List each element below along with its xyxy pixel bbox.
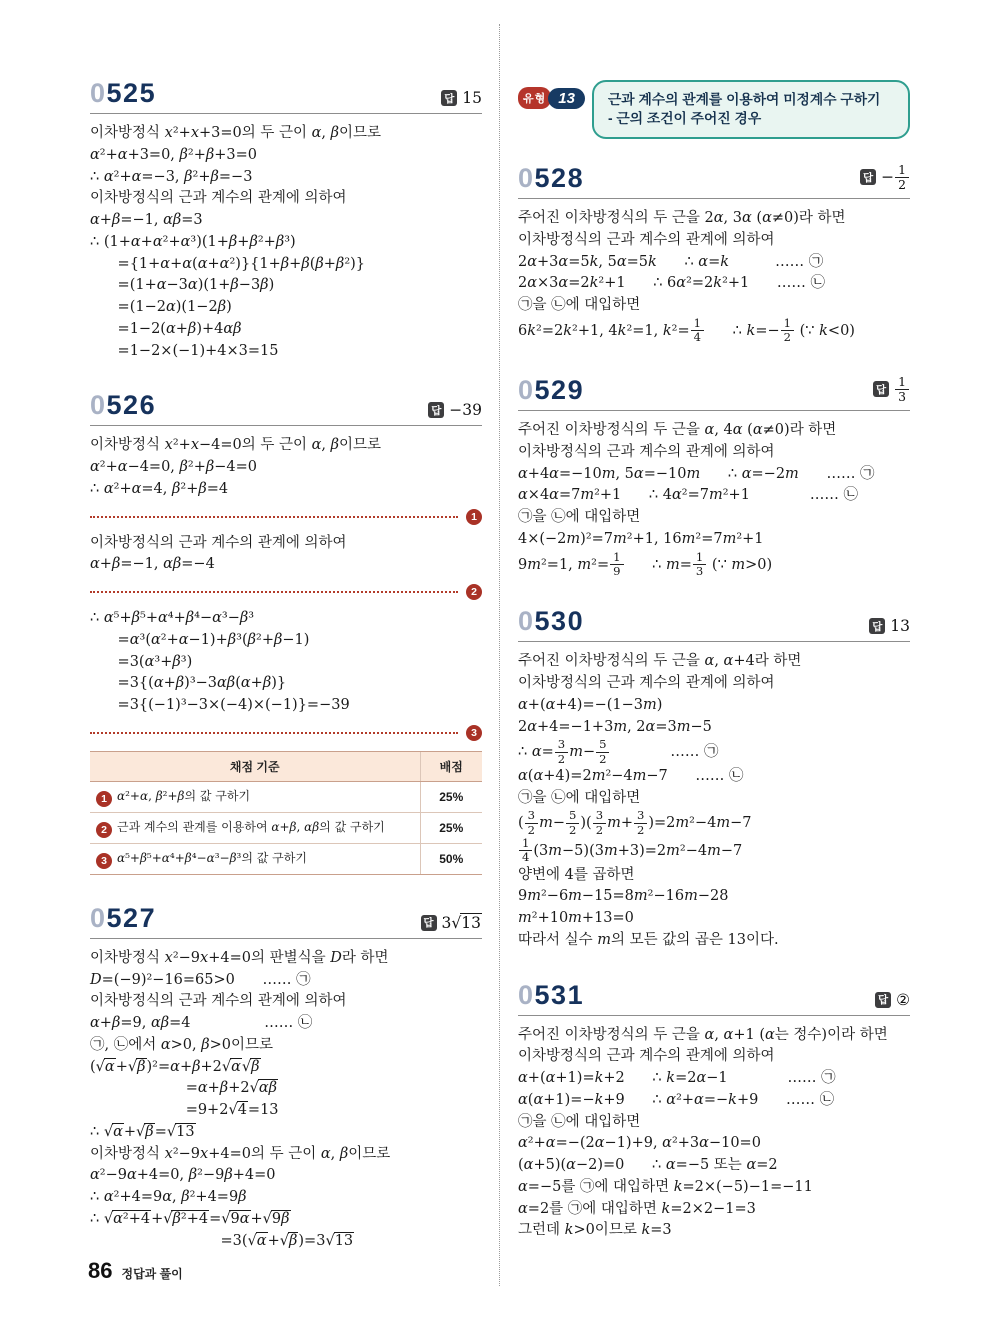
solution-line: 이차방정식 x²+x−4=0의 두 근이 α, β이므로 bbox=[90, 437, 382, 454]
solution-line: 이차방정식 x²−9x+4=0의 두 근이 α, β이므로 bbox=[90, 1145, 391, 1162]
step-number-badge: 1 bbox=[466, 509, 482, 525]
problem-header bbox=[90, 392, 482, 419]
solution-line: 2α+3α=5k, 5α=5k ∴ α=k …… ㉠ bbox=[518, 253, 824, 270]
grading-table-header-row bbox=[90, 751, 482, 781]
problem-number: 0531 bbox=[518, 979, 585, 1010]
solution-line: =3{(−1)³−3×(−4)×(−1)}=−39 bbox=[117, 697, 350, 713]
criteria-number-badge: 3 bbox=[96, 853, 112, 869]
solution-line: α²+α−4=0, β²+β−4=0 bbox=[90, 459, 258, 475]
solution-line: α=−5를 ㉠에 대입하면 k=2×(−5)−1=−11 bbox=[518, 1178, 813, 1195]
solution-line: =(1−2α)(1−2β) bbox=[117, 299, 232, 315]
header-rule bbox=[90, 113, 482, 114]
problem-header bbox=[518, 979, 910, 1010]
solution-line: ={1+α+α(α+α²)}{1+β+β(β+β²)} bbox=[117, 255, 366, 272]
solution-line: 이차방정식의 근과 계수의 관계에 의하여 bbox=[518, 231, 775, 248]
solution-line: α(α+1)=−k+9 ∴ α²+α=−k+9 …… ㉡ bbox=[518, 1091, 835, 1108]
solution-line: =9+2√4=13 bbox=[185, 1102, 279, 1118]
solution-line: α²+α+3=0, β²+β+3=0 bbox=[90, 146, 258, 163]
solution-line: 2α+4=−1+3m, 2α=3m−5 bbox=[518, 718, 712, 735]
solution-line: α+(α+4)=−(1−3m) bbox=[518, 696, 663, 713]
answer-value: 15 bbox=[462, 89, 482, 107]
grading-score-cell: 25% bbox=[420, 812, 482, 843]
problem-0527 bbox=[90, 902, 482, 1253]
answer-value: 3√13 bbox=[441, 913, 481, 932]
grading-table-row bbox=[90, 843, 482, 874]
step-separator bbox=[90, 509, 482, 525]
solution-line: ∴ α²+α=−3, β²+β=−3 bbox=[90, 168, 253, 185]
grading-criteria-cell: 2 근과 계수의 관계를 이용하여 α+β, αβ의 값 구하기 bbox=[90, 812, 420, 843]
grading-table-row bbox=[90, 812, 482, 843]
solution-line: ∴ √α²+4+√β²+4=√9α+√9β bbox=[90, 1210, 290, 1227]
type-label-badge: 유형 bbox=[518, 87, 551, 109]
problem-number: 0528 bbox=[518, 163, 585, 194]
solution-line: α²+α=−(2α−1)+9, α²+3α−10=0 bbox=[518, 1135, 761, 1152]
solution-line: (α+5)(α−2)=0 ∴ α=−5 또는 α=2 bbox=[518, 1157, 778, 1174]
solution-line: α=2를 ㉠에 대입하면 k=2×2−1=3 bbox=[518, 1200, 756, 1217]
solution-line: 이차방정식 x²+x+3=0의 두 근이 α, β이므로 bbox=[90, 125, 382, 141]
page-footer bbox=[88, 1258, 183, 1284]
header-rule bbox=[518, 410, 910, 411]
answer-badge: 답 bbox=[421, 915, 437, 931]
solution-line: =1−2(α+β)+4αβ bbox=[117, 320, 242, 337]
grading-score-header: 배점 bbox=[420, 751, 482, 781]
step-separator bbox=[90, 725, 482, 741]
grading-table bbox=[90, 751, 482, 875]
problem-header bbox=[518, 608, 910, 635]
solution-line: 이차방정식의 근과 계수의 관계에 의하여 bbox=[518, 675, 775, 691]
problem-answer bbox=[860, 163, 910, 193]
grading-score-cell: 25% bbox=[420, 781, 482, 812]
solution-line: 9m²=1, m²= $\frac{1}{9}$ ∴ m= $\frac{1}{3}$ (∵ m>0) bbox=[518, 549, 773, 578]
header-rule bbox=[90, 425, 482, 426]
solution-line: α+4α=−10m, 5α=−10m ∴ α=−2m …… ㉠ bbox=[518, 465, 875, 482]
problem-answer bbox=[428, 401, 482, 419]
solution-line: ∴ √α+√β=√13 bbox=[90, 1123, 195, 1140]
solution-line: α+β=−1, αβ=−4 bbox=[90, 556, 215, 573]
solution-line: =3(√α+√β)=3√13 bbox=[220, 1232, 354, 1249]
problem-0525 bbox=[90, 80, 482, 362]
problem-0530 bbox=[518, 608, 910, 951]
solution-line: 따라서 실수 m의 모든 값의 곱은 13이다. bbox=[518, 931, 779, 948]
solution-line: =3{(α+β)³−3αβ(α+β)} bbox=[117, 675, 287, 692]
type-badges bbox=[518, 87, 585, 109]
header-rule bbox=[518, 1015, 910, 1016]
solution-line: ∴ α²+4=9α, β²+4=9β bbox=[90, 1189, 247, 1205]
solution-line: 이차방정식 x²−9x+4=0의 판별식을 D라 하면 bbox=[90, 949, 389, 966]
problem-0529 bbox=[518, 375, 910, 579]
answer-badge: 답 bbox=[860, 169, 876, 185]
solution-line: α+β=9, αβ=4 …… ㉡ bbox=[90, 1015, 313, 1031]
problem-0531 bbox=[518, 979, 910, 1243]
solution-line: ㉠을 ㉡에 대입하면 bbox=[518, 1113, 641, 1130]
problem-number: 0527 bbox=[90, 902, 157, 933]
type-title-box bbox=[592, 80, 910, 139]
solution-line: 주어진 이차방정식의 두 근을 α, α+4라 하면 bbox=[518, 653, 802, 670]
solution-line: ㉠을 ㉡에 대입하면 bbox=[518, 509, 641, 526]
grading-criteria-cell: 1 α²+α, β²+β의 값 구하기 bbox=[90, 781, 420, 812]
solution-line: 양변에 4를 곱하면 bbox=[518, 866, 635, 883]
problem-header bbox=[90, 80, 482, 107]
problem-header bbox=[90, 902, 482, 933]
header-rule bbox=[90, 938, 482, 939]
answer-value: ② bbox=[896, 990, 910, 1009]
solution-line: ㉠을 ㉡에 대입하면 bbox=[518, 297, 641, 314]
problem-answer bbox=[421, 914, 483, 932]
answer-badge: 답 bbox=[869, 618, 885, 634]
solution-line: 2α×3α=2k²+1 ∴ 6α²=2k²+1 …… ㉡ bbox=[518, 275, 826, 292]
separator-dots bbox=[90, 732, 458, 734]
solution-line: 이차방정식의 근과 계수의 관계에 의하여 bbox=[518, 443, 775, 460]
solution-line: =(1+α−3α)(1+β−3β) bbox=[117, 277, 275, 294]
solution-line: ∴ α⁵+β⁵+α⁴+β⁴−α³−β³ bbox=[90, 610, 255, 626]
solution-line: ∴ α²+α=4, β²+β=4 bbox=[90, 480, 229, 497]
answer-badge: 답 bbox=[873, 381, 889, 397]
problem-header bbox=[518, 375, 910, 405]
problem-number: 0529 bbox=[518, 375, 585, 406]
type-title-line2: - 근의 조건이 주어진 경우 bbox=[607, 111, 762, 127]
solution-line: α+(α+1)=k+2 ∴ k=2α−1 …… ㉠ bbox=[518, 1070, 836, 1087]
criteria-number-badge: 2 bbox=[96, 822, 112, 838]
header-rule bbox=[518, 198, 910, 199]
solution-line: $\frac{1}{4}$ (3m−5)(3m+3)=2m²−4m−7 bbox=[518, 837, 910, 865]
column-right bbox=[518, 80, 910, 1272]
solution-line: (√α+√β)²=α+β+2√α√β bbox=[90, 1058, 260, 1075]
step-number-badge: 2 bbox=[466, 584, 482, 600]
column-divider bbox=[499, 24, 500, 1286]
solution-line: =α+β+2√αβ bbox=[185, 1080, 277, 1097]
solution-line: 이차방정식의 근과 계수의 관계에 의하여 bbox=[90, 190, 347, 207]
grading-criteria-cell: 3 α⁵+β⁵+α⁴+β⁴−α³−β³의 값 구하기 bbox=[90, 843, 420, 874]
solution-line: 이차방정식의 근과 계수의 관계에 의하여 bbox=[518, 1048, 775, 1065]
answer-value: $\frac{1}{3}$ bbox=[894, 375, 910, 405]
solution-line: 주어진 이차방정식의 두 근을 2α, 3α (α≠0)라 하면 bbox=[518, 210, 846, 227]
solution-line: 이차방정식의 근과 계수의 관계에 의하여 bbox=[90, 534, 347, 551]
solution-line: =α³(α²+α−1)+β³(β²+β−1) bbox=[117, 631, 310, 648]
problem-number: 0525 bbox=[90, 78, 157, 108]
solution-line: =3(α³+β³) bbox=[117, 653, 193, 670]
solution-line: ∴ (1+α+α²+α³)(1+β+β²+β³) bbox=[90, 233, 296, 250]
page-number: 86 bbox=[88, 1258, 113, 1283]
problem-answer bbox=[869, 617, 910, 635]
type-banner bbox=[518, 80, 910, 139]
problem-number: 0526 bbox=[90, 390, 157, 421]
solution-line: m²+10m+13=0 bbox=[518, 910, 634, 927]
step-number-badge: 3 bbox=[466, 725, 482, 741]
problem-answer bbox=[873, 375, 910, 405]
problem-header bbox=[518, 163, 910, 193]
solution-line: D=(−9)²−16=65>0 …… ㉠ bbox=[90, 971, 311, 988]
solution-line: 6k²=2k²+1, 4k²=1, k²= $\frac{1}{4}$ ∴ k=− $\frac{1}{2}$ (∵ k<0) bbox=[518, 315, 855, 345]
solution-line: α+β=−1, αβ=3 bbox=[90, 212, 203, 228]
solution-line: 그런데 k>0이므로 k=3 bbox=[518, 1222, 672, 1239]
grading-score-cell: 50% bbox=[420, 843, 482, 874]
solution-line: 주어진 이차방정식의 두 근을 α, 4α (α≠0)라 하면 bbox=[518, 422, 837, 439]
solution-line: 9m²−6m−15=8m²−16m−28 bbox=[518, 888, 729, 905]
step-separator bbox=[90, 584, 482, 600]
answer-badge: 답 bbox=[875, 992, 891, 1008]
problem-answer bbox=[441, 89, 482, 107]
solution-line: ∴ α= $\frac{3}{2}$ m− $\frac{5}{2}$ …… ㉠ bbox=[518, 737, 719, 766]
type-number-badge: 13 bbox=[548, 88, 585, 109]
separator-dots bbox=[90, 516, 458, 518]
criteria-number-badge: 1 bbox=[96, 791, 112, 807]
solution-line: 주어진 이차방정식의 두 근을 α, α+1 (α는 정수)이라 하면 bbox=[518, 1026, 888, 1043]
problem-number: 0530 bbox=[518, 606, 585, 637]
grading-table-row bbox=[90, 781, 482, 812]
footer-label: 정답과 풀이 bbox=[121, 1267, 183, 1281]
grading-criteria-header: 채점 기준 bbox=[90, 751, 420, 781]
solution-line: 이차방정식의 근과 계수의 관계에 의하여 bbox=[90, 993, 347, 1010]
answer-value: 13 bbox=[890, 617, 910, 636]
answer-value: −39 bbox=[449, 401, 482, 420]
answer-badge: 답 bbox=[441, 90, 457, 106]
type-title-line1: 근과 계수의 관계를 이용하여 미정계수 구하기 bbox=[607, 92, 881, 107]
problem-0526 bbox=[90, 392, 482, 875]
solution-line: =1−2×(−1)+4×3=15 bbox=[117, 342, 279, 359]
solution-line: ( $\frac{3}{2}$ m− $\frac{5}{2}$ )( $\frac{3}{2}$ m+ $\frac{3}{2}$ )=2m²−4m−7 bbox=[518, 808, 752, 837]
header-rule bbox=[518, 641, 910, 642]
problem-0528 bbox=[518, 163, 910, 345]
solution-line: ㉠, ㉡에서 α>0, β>0이므로 bbox=[90, 1036, 274, 1053]
solution-line: α²−9α+4=0, β²−9β+4=0 bbox=[90, 1167, 276, 1184]
answer-value: − $\frac{1}{2}$ bbox=[881, 163, 910, 193]
separator-dots bbox=[90, 591, 458, 593]
answer-badge: 답 bbox=[428, 402, 444, 418]
solution-line: ㉠을 ㉡에 대입하면 bbox=[518, 789, 641, 806]
problem-answer bbox=[875, 991, 910, 1009]
solution-line: 4×(−2m)²=7m²+1, 16m²=7m²+1 bbox=[518, 530, 764, 547]
column-left bbox=[90, 80, 482, 1282]
solution-line: α×4α=7m²+1 ∴ 4α²=7m²+1 …… ㉡ bbox=[518, 487, 858, 504]
solution-line: α(α+4)=2m²−4m−7 …… ㉡ bbox=[518, 767, 744, 784]
